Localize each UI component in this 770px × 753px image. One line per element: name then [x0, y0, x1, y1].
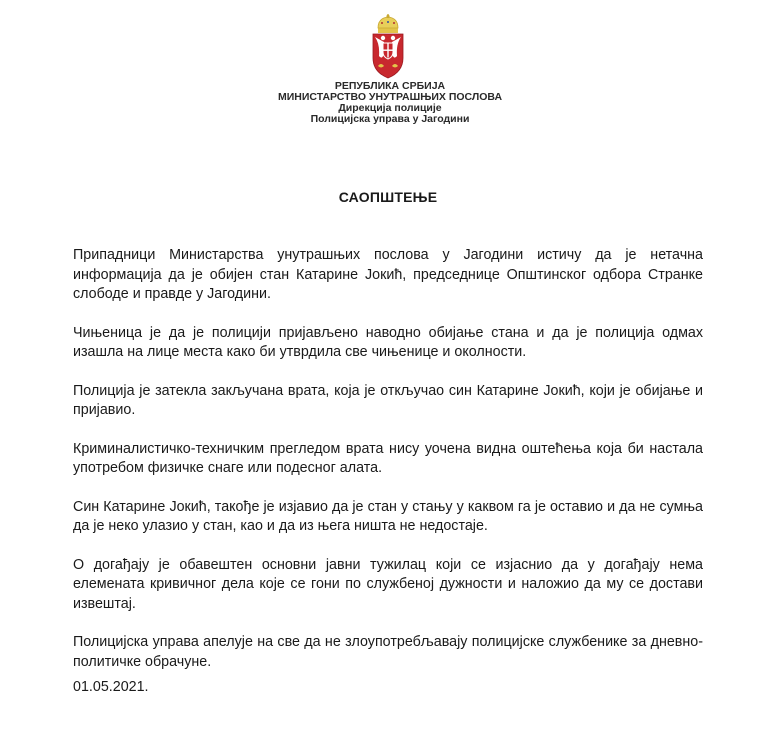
paragraph: Полицијска управа апелује на све да не злоупотребљавају полицијске службенике за дневно-политичке обрачуне.: [73, 634, 703, 670]
coat-of-arms-emblem: [370, 14, 406, 80]
paragraph: Полиција је затекла закључана врата, која је откључао син Катарине Јокић, који је обијање и пријавио.: [73, 382, 703, 418]
paragraph: Припадници Министарства унутрашњих послова у Јагодини истичу да је нетачна информација да је обијен стан Катарине Јокић, председнице Општинског одбора Странке слободе и правде у Јагодини.: [73, 247, 703, 302]
paragraph: О догађају је обавештен основни јавни тужилац који се изјаснио да у догађају нема елемената кривичног дела које се гони по службеној дужности и наложио да му се достави извештај.: [73, 556, 703, 612]
paragraph: Криминалистичко-техничким прегледом врата нису уочена видна оштећења која би настала употребом физичке снаге или подесног алата.: [73, 440, 703, 476]
document-title: САОПШТЕЊЕ: [338, 189, 438, 205]
paragraph: Чињеница је да је полицији пријављено наводно обијање стана и да је полиција одмах изашла на лице места како би утврдила све чињенице и околности.: [73, 324, 703, 360]
paragraph: Син Катарине Јокић, такође је изјавио да је стан у стању у каквом га је оставио и да не сумња да је неко улазио у стан, као и да из њега ништа не недостаје.: [73, 498, 703, 534]
letterhead: [230, 81, 550, 125]
document-body: [73, 246, 703, 691]
crown-icon: [378, 14, 398, 33]
letterhead-directorate: Дирекција полиције: [338, 102, 442, 114]
letterhead-police-department: Полицијска управа у Јагодини: [310, 113, 470, 125]
shield-icon: [373, 34, 403, 78]
letterhead-country: РЕПУБЛИКА СРБИЈА: [334, 80, 446, 92]
document-date: 01.05.2021.: [73, 679, 149, 695]
letterhead-ministry: МИНИСТАРСТВО УНУТРАШЊИХ ПОСЛОВА: [277, 91, 503, 103]
